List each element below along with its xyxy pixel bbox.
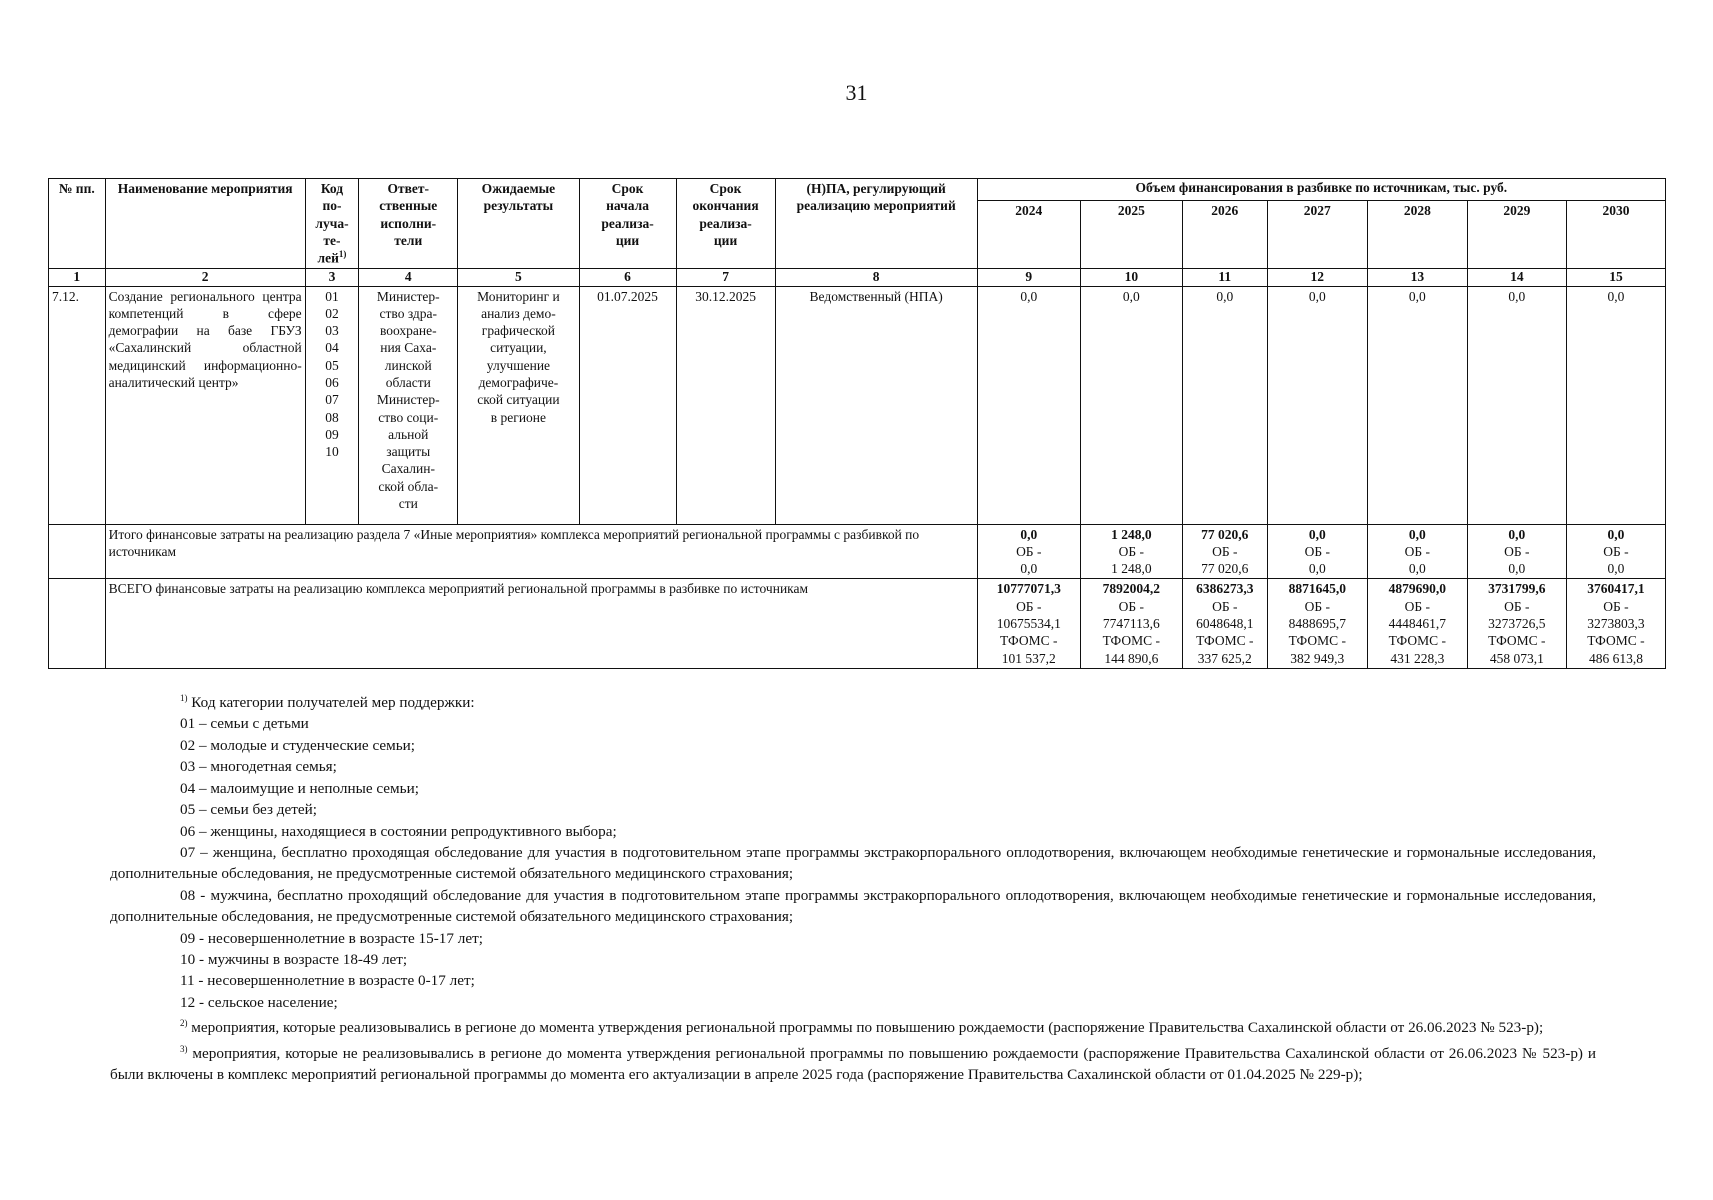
footnote-code: 01 – семьи с детьми: [180, 715, 309, 733]
column-number: 4: [359, 268, 458, 286]
subtotal-value: 0,0 ОБ - 0,0: [1566, 524, 1665, 579]
column-number: 9: [977, 268, 1080, 286]
total-value: 4879690,0 ОБ - 4448461,7 ТФОМС - 431 228,3: [1367, 579, 1467, 668]
row-name: Создание регионального центра компетенций в сфере демографии на базе ГБУЗ «Сахалинский областной медицинский информационно-аналитический центр»: [105, 286, 305, 524]
footnote-code: 03 – многодетная семья;: [180, 758, 337, 776]
footnote-code: 07 – женщина, бесплатно проходящая обследование для участия в подготовительном этапе программы экстракорпорального оплодотворения, включающем необходимые генетические и гормональные исследования, дополнительные обследования, не предусмотренные системой обязательного медицинского страхования;: [110, 843, 1596, 883]
footnote-code: 06 – женщины, находящиеся в состоянии репродуктивного выбора;: [180, 822, 617, 840]
subtotal-value: 77 020,6 ОБ - 77 020,6: [1182, 524, 1267, 579]
footnote-1-title: $^{1)}$ Код категории получателей мер поддержки:: [180, 693, 475, 712]
total-value: 7892004,2 ОБ - 7747113,6 ТФОМС - 144 890,6: [1080, 579, 1182, 668]
footnote-code: 12 - сельское население;: [180, 993, 338, 1011]
financing-table: [48, 178, 1666, 669]
footnote-code: 05 – семьи без детей;: [180, 801, 317, 819]
table-row: [49, 286, 1666, 524]
total-value: 8871645,0 ОБ - 8488695,7 ТФОМС - 382 949,3: [1267, 579, 1367, 668]
row-value: 0,0: [1566, 286, 1665, 524]
row-responsible: Министер- ство здра- воохране- ния Саха- линской области Министер- ство соци- альной защиты Сахалин- ской обла- сти: [359, 286, 458, 524]
footnote-code: 02 – молодые и студенческие семьи;: [180, 736, 416, 754]
subtotal-value: 0,0 ОБ - 0,0: [1467, 524, 1566, 579]
header-row-1: [49, 179, 1666, 201]
total-value: 3760417,1 ОБ - 3273803,3 ТФОМС - 486 613,8: [1566, 579, 1665, 668]
column-number-row: [49, 268, 1666, 286]
subtotal-row: [49, 524, 1666, 579]
subtotal-label: Итого финансовые затраты на реализацию раздела 7 «Иные мероприятия» комплекса мероприятий региональной программы с разбивкой по источникам: [105, 524, 977, 579]
footnote-2: $^{2)}$ мероприятия, которые реализовывались в регионе до момента утверждения региональной программы по повышению рождаемости (распоряжение Правительства Сахалинской области от 26.06.2023 № 523-р);: [180, 1018, 1544, 1037]
row-value: 0,0: [1267, 286, 1367, 524]
total-label: ВСЕГО финансовые затраты на реализацию комплекса мероприятий региональной программы в разбивке по источникам: [105, 579, 977, 668]
header-financing: Объем финансирования в разбивке по источникам, тыс. руб.: [977, 179, 1665, 201]
subtotal-value: 1 248,0 ОБ - 1 248,0: [1080, 524, 1182, 579]
footnote-3: $^{3)}$ мероприятия, которые не реализовывались в регионе до момента утверждения региональной программы по повышению рождаемости (распоряжение Правительства Сахалинской области от 26.06.2023 № 523-р) и были включены в комплекс мероприятий региональной программы до момента его актуализации в апреле 2025 года (распоряжение Правительства Сахалинской области от 01.04.2025 № 229-р);: [110, 1043, 1597, 1084]
row-value: 0,0: [1182, 286, 1267, 524]
row-num: 7.12.: [49, 286, 106, 524]
row-value: 0,0: [1080, 286, 1182, 524]
subtotal-value: 0,0 ОБ - 0,0: [1267, 524, 1367, 579]
row-value: 0,0: [1467, 286, 1566, 524]
column-number: 1: [49, 268, 106, 286]
header-num: № пп.: [49, 179, 106, 269]
row-end: 30.12.2025: [676, 286, 775, 524]
footnote-code: 10 - мужчины в возрасте 18-49 лет;: [180, 950, 408, 968]
column-number: 6: [579, 268, 676, 286]
total-value: 6386273,3 ОБ - 6048648,1 ТФОМС - 337 625,2: [1182, 579, 1267, 668]
total-value: 10777071,3 ОБ - 10675534,1 ТФОМС - 101 537,2: [977, 579, 1080, 668]
footnote-code: 04 – малоимущие и неполные семьи;: [180, 779, 419, 797]
column-number: 12: [1267, 268, 1367, 286]
footnotes: [110, 688, 1596, 1086]
row-start: 01.07.2025: [579, 286, 676, 524]
footnote-code: 09 - несовершеннолетние в возрасте 15-17 лет;: [180, 929, 483, 947]
row-value: 0,0: [977, 286, 1080, 524]
header-year: 2026: [1182, 200, 1267, 268]
footnote-code: 11 - несовершеннолетние в возрасте 0-17 лет;: [180, 972, 475, 990]
subtotal-value: 0,0 ОБ - 0,0: [1367, 524, 1467, 579]
column-number: 13: [1367, 268, 1467, 286]
header-code: Код по- луча- те- лей$^{1)}$: [305, 179, 359, 269]
column-number: 11: [1182, 268, 1267, 286]
column-number: 10: [1080, 268, 1182, 286]
column-number: 3: [305, 268, 359, 286]
header-responsible: Ответ- ственные исполни- тели: [359, 179, 458, 269]
column-number: 2: [105, 268, 305, 286]
row-codes: 01 02 03 04 05 06 07 08 09 10: [305, 286, 359, 524]
column-number: 7: [676, 268, 775, 286]
header-end: Срок окончания реализа- ции: [676, 179, 775, 269]
header-expected: Ожидаемые результаты: [458, 179, 579, 269]
subtotal-value: 0,0 ОБ - 0,0: [977, 524, 1080, 579]
column-number: 8: [775, 268, 977, 286]
footnote-code: 08 - мужчина, бесплатно проходящий обследование для участия в подготовительном этапе программы экстракорпорального оплодотворения, включающем необходимые генетические и гормональные исследования, дополнительные обследования, не предусмотренные системой обязательного медицинского страхования;: [110, 886, 1596, 926]
page-number: 31: [845, 80, 868, 105]
header-npa: (Н)ПА, регулирующий реализацию мероприятий: [775, 179, 977, 269]
header-year: 2025: [1080, 200, 1182, 268]
column-number: 15: [1566, 268, 1665, 286]
header-year: 2024: [977, 200, 1080, 268]
header-name: Наименование мероприятия: [105, 179, 305, 269]
row-npa: Ведомственный (НПА): [775, 286, 977, 524]
row-value: 0,0: [1367, 286, 1467, 524]
total-value: 3731799,6 ОБ - 3273726,5 ТФОМС - 458 073,1: [1467, 579, 1566, 668]
header-year: 2029: [1467, 200, 1566, 268]
header-start: Срок начала реализа- ции: [579, 179, 676, 269]
header-year: 2027: [1267, 200, 1367, 268]
column-number: 14: [1467, 268, 1566, 286]
column-number: 5: [458, 268, 579, 286]
total-row: [49, 579, 1666, 668]
header-year: 2030: [1566, 200, 1665, 268]
header-year: 2028: [1367, 200, 1467, 268]
row-expected: Мониторинг и анализ демо- графической ситуации, улучшение демографиче- ской ситуации в регионе: [458, 286, 579, 524]
